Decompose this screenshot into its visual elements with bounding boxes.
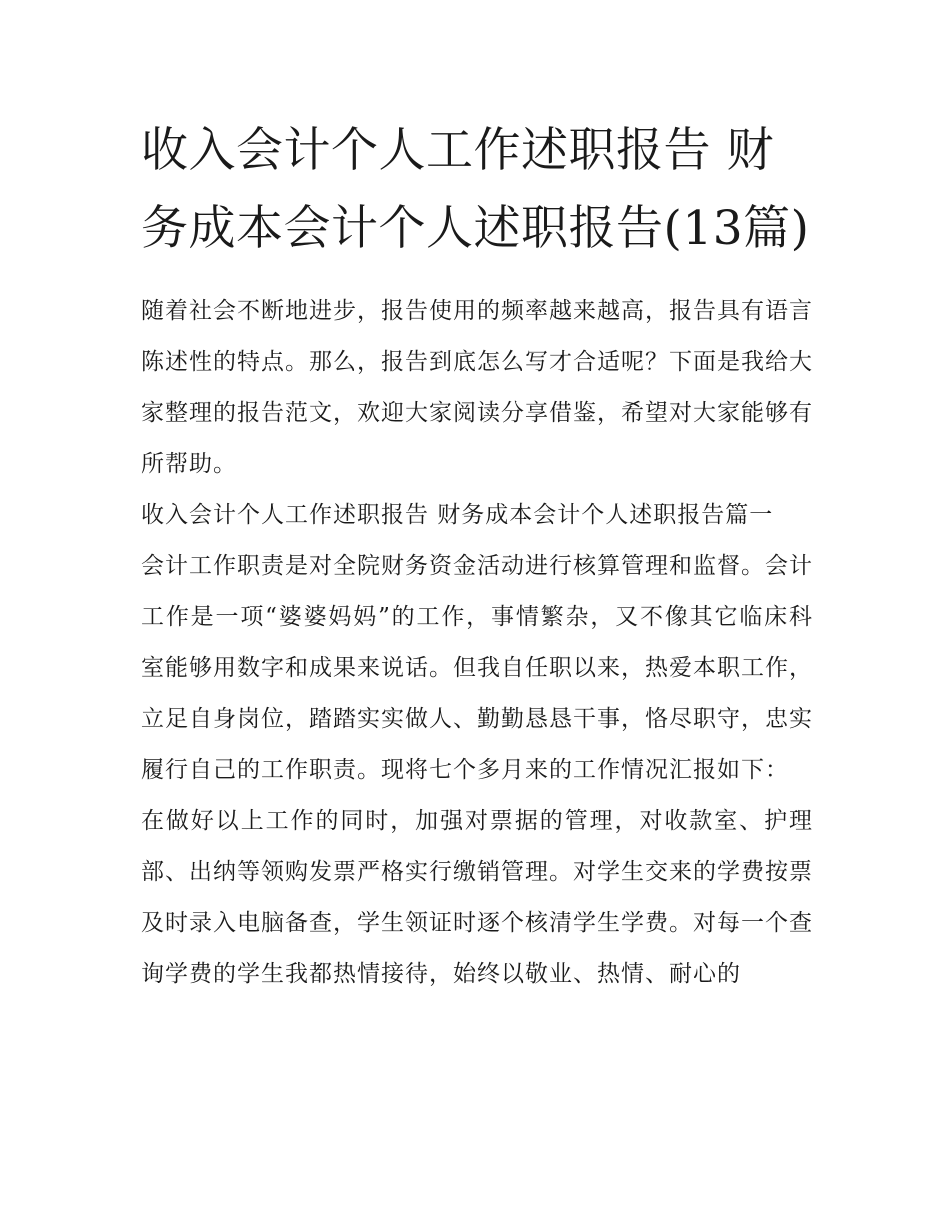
body-paragraph-invoices: 在做好以上工作的同时，加强对票据的管理，对收款室、护理部、出纳等领购发票严格实行缴销管理。对学生交来的学费按票及时录入电脑备查，学生领证时逐个核清学生学费。对每一个查询学费的学生我都热情接待，始终以敬业、热情、耐心的: [141, 808, 813, 987]
intro-paragraph: 随着社会不断地进步，报告使用的频率越来越高，报告具有语言陈述性的特点。那么，报告到底怎么写才合适呢？下面是我给大家整理的报告范文，欢迎大家阅读分享借鉴，希望对大家能够有所帮助。: [141, 298, 813, 477]
document-title: 收入会计个人工作述职报告 财务成本会计个人述职报告(13篇): [141, 123, 810, 256]
document-body: [141, 112, 813, 1000]
body-paragraph-duties: 会计工作职责是对全院财务资金活动进行核算管理和监督。会计工作是一项“婆婆妈妈”的工作，事情繁杂，又不像其它临床科室能够用数字和成果来说话。但我自任职以来，热爱本职工作，立足自身岗位，踏踏实实做人、勤勤恳恳干事，恪尽职守，忠实履行自己的工作职责。现将七个多月来的工作情况汇报如下：: [141, 553, 813, 783]
section-heading: 收入会计个人工作述职报告 财务成本会计个人述职报告篇一: [141, 502, 774, 528]
